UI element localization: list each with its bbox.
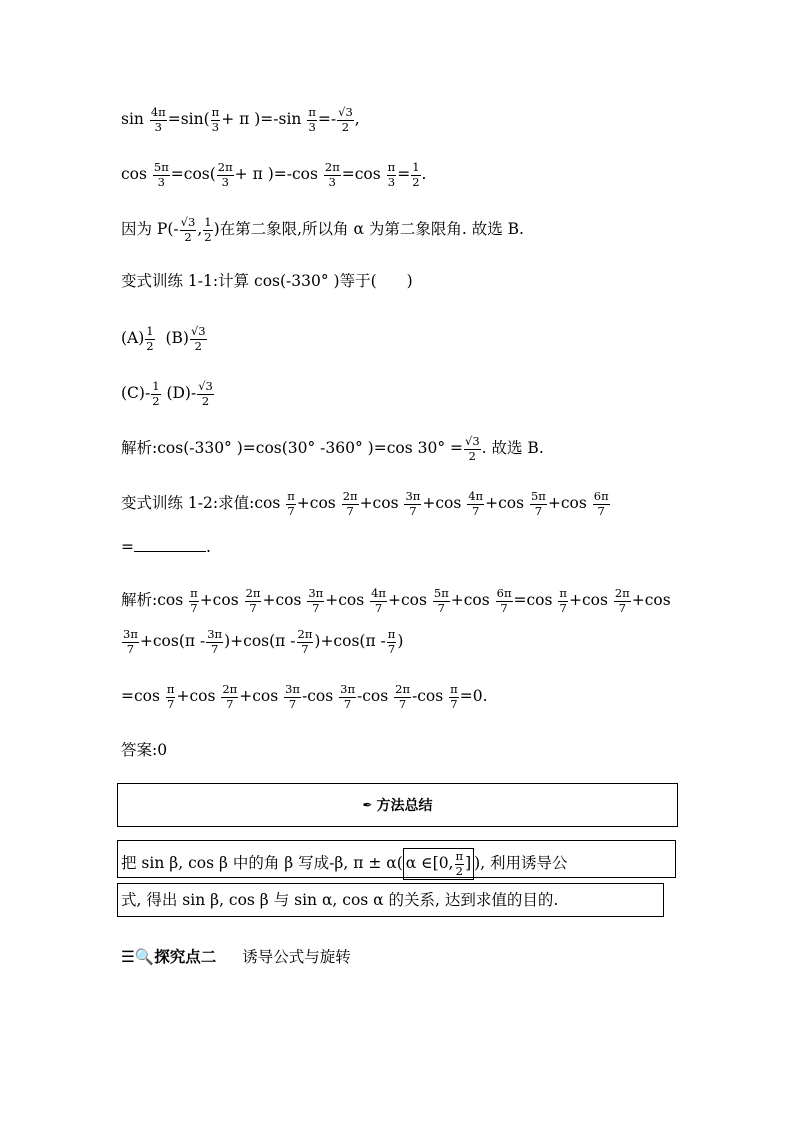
- exercise-1-1-solution: 解析:cos(-330° )=cos(30° -360° )=cos 30° = $\frac{√3}{2}$ . 故选 B.: [121, 434, 544, 463]
- equation-cos-5pi-3: cos $\frac{5\pi}{3}$ =cos( $\frac{2\pi}{3}$ + π )=-cos $\frac{2\pi}{3}$ =cos $\frac{\pi}{3}$ = $\frac{1}{2}$ .: [121, 160, 427, 189]
- options-a-b: (A) $\frac{1}{2}$ (B) $\frac{√3}{2}$: [121, 324, 206, 353]
- exercise-1-2-question: 变式训练 1-2:求值:cos $\frac{\pi}{7}$ +cos $\frac{2\pi}{7}$ +cos $\frac{3\pi}{7}$ +cos $\frac{4\pi}{7}$ +cos $\frac{5\pi}{7}$ +cos $\frac{6\pi}{7}$: [121, 489, 609, 518]
- exercise-1-1-question: 变式训练 1-1:计算 cos(-330° )等于( ): [121, 272, 413, 290]
- method-summary-title: 方法总结: [376, 798, 433, 814]
- answer-text: 答案:0: [121, 741, 168, 759]
- conclusion-quadrant: 因为 P(- $\frac{√3}{2}$ , $\frac{1}{2}$ )在第二象限,所以角 α 为第二象限角. 故选 B.: [121, 215, 524, 244]
- section-label: 探究点二: [154, 948, 217, 966]
- tip-line2: 式, 得出 sin β, cos β 与 sin α, cos α 的关系, 达到求值的目的.: [121, 891, 559, 909]
- equation-sin-4pi-3: sin $\frac{4\pi}{3}$ =sin( $\frac{\pi}{3}$ + π )=-sin $\frac{\pi}{3}$ =- $\frac{√3}{2}$ ,: [121, 105, 360, 134]
- pen-icon: ✒: [362, 798, 373, 812]
- exercise-1-2-solution-line3: =cos $\frac{\pi}{7}$ +cos $\frac{2\pi}{7}$ +cos $\frac{3\pi}{7}$ -cos $\frac{3\pi}{7}$ -cos $\frac{2\pi}{7}$ -cos $\frac{\pi}{7}$ =0.: [121, 682, 488, 711]
- answer-blank: [134, 537, 206, 552]
- tip-line1: 把 sin β, cos β 中的角 β 写成-β, π ± α( α ∈[0, $\frac{\pi}{2}$ ] ), 利用诱导公: [121, 848, 568, 880]
- section-name: 诱导公式与旋转: [242, 948, 351, 966]
- magnifier-icon: ☰🔍: [121, 948, 155, 966]
- exercise-1-2-solution-line1: 解析:cos $\frac{\pi}{7}$ +cos $\frac{2\pi}{7}$ +cos $\frac{3\pi}{7}$ +cos $\frac{4\pi}{7}$ +cos $\frac{5\pi}{7}$ +cos $\frac{6\pi}{7}$ =cos $\frac{\pi}{7}$ +cos $\frac{2\pi}{7}$ +cos: [121, 586, 671, 615]
- exercise-1-2-solution-line2: $\frac{3\pi}{7}$ +cos(π - $\frac{3\pi}{7}$ )+cos(π - $\frac{2\pi}{7}$ )+cos(π - $\frac{\pi}{7}$ ): [123, 627, 404, 656]
- method-summary-header: [117, 783, 678, 827]
- section-heading: [121, 945, 351, 967]
- options-c-d: (C)- $\frac{1}{2}$ (D)- $\frac{√3}{2}$: [121, 379, 213, 408]
- answer-blank-line: = .: [121, 538, 211, 556]
- alpha-range-box: α ∈[0, $\frac{\pi}{2}$ ]: [403, 848, 474, 880]
